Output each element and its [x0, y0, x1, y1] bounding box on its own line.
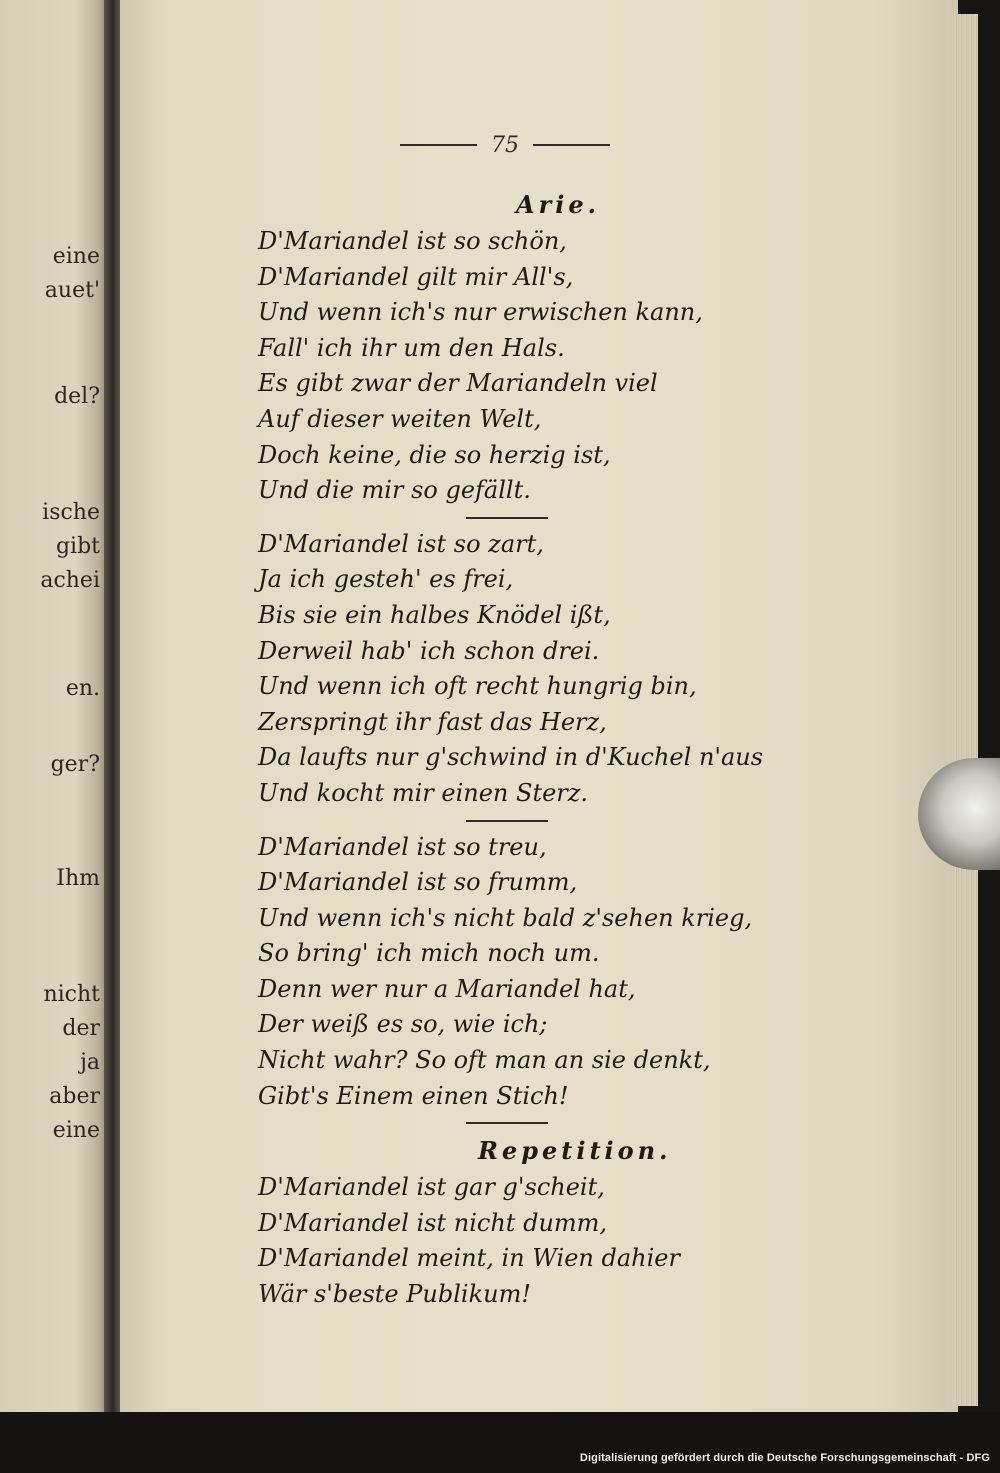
- left-page-fragments: [0, 0, 104, 1412]
- stanza-divider: [258, 1118, 818, 1132]
- stanza-divider: [258, 513, 818, 527]
- page-number: 75: [491, 132, 519, 158]
- poem-line: D'Mariandel ist so zart,: [258, 529, 544, 558]
- poem-line: Der weiß es so, wie ich;: [258, 1010, 548, 1039]
- poem-line: Es gibt zwar der Mariandeln viel: [258, 369, 658, 398]
- poem-heading: Arie.: [515, 190, 600, 219]
- poem-line: Wär s'beste Publikum!: [258, 1280, 531, 1309]
- poem-line: Und wenn ich oft recht hungrig bin,: [258, 672, 697, 701]
- left-page-fragment: eine: [52, 244, 100, 269]
- left-page-fragment: der: [62, 1016, 100, 1041]
- poem-line: D'Mariandel ist so frumm,: [258, 868, 578, 897]
- poem-line: Nicht wahr? So oft man an sie denkt,: [258, 1046, 711, 1075]
- poem-line: Gibt's Einem einen Stich!: [258, 1081, 569, 1110]
- left-page-fragment: Ihm: [56, 866, 100, 891]
- left-page-fragment: eine: [52, 1118, 100, 1143]
- poem-line: Und wenn ich's nicht bald z'sehen krieg,: [258, 903, 753, 932]
- page-header: [400, 128, 610, 162]
- left-page-fragment: nicht: [43, 982, 100, 1007]
- page-edges: [952, 14, 978, 1406]
- poem-line: D'Mariandel meint, in Wien dahier: [258, 1244, 680, 1273]
- repetition-stanza: [258, 1170, 818, 1312]
- poem-line: Bis sie ein halbes Knödel ißt,: [258, 600, 611, 629]
- poem-line: Auf dieser weiten Welt,: [258, 404, 542, 433]
- stanza-1: [258, 224, 818, 509]
- stanza-2: [258, 527, 818, 812]
- left-page-fragment: auet': [44, 278, 100, 303]
- poem-line: Doch keine, die so herzig ist,: [258, 440, 611, 469]
- left-page-fragment: achei: [40, 568, 100, 593]
- poem-line: D'Mariandel gilt mir All's,: [258, 262, 574, 291]
- poem: [258, 186, 818, 1317]
- repetition-heading: Repetition.: [478, 1136, 672, 1166]
- poem-line: Und wenn ich's nur erwischen kann,: [258, 298, 703, 327]
- left-page-fragment: en.: [65, 676, 100, 701]
- left-page-fragment: aber: [49, 1084, 100, 1109]
- footer-credit: Digitalisierung gefördert durch die Deutsche Forschungsgemeinschaft - DFG: [579, 1452, 990, 1464]
- stanza-divider: [258, 816, 818, 830]
- left-page-fragment: ger?: [50, 752, 100, 777]
- poem-line: Und kocht mir einen Sterz.: [258, 778, 589, 807]
- poem-line: Fall' ich ihr um den Hals.: [258, 333, 565, 362]
- poem-line: Da laufts nur g'schwind in d'Kuchel n'aus: [258, 743, 764, 772]
- poem-line: Zerspringt ihr fast das Herz,: [258, 707, 607, 736]
- header-rule-left: [400, 144, 477, 146]
- poem-line: Und die mir so gefällt.: [258, 476, 531, 505]
- poem-line: D'Mariandel ist so schön,: [258, 227, 567, 255]
- header-rule-right: [533, 144, 610, 146]
- stanza-3: [258, 830, 818, 1115]
- poem-line: D'Mariandel ist gar g'scheit,: [258, 1173, 605, 1202]
- poem-line: Derweil hab' ich schon drei.: [258, 636, 600, 665]
- poem-line: Ja ich gesteh' es frei,: [258, 565, 514, 594]
- left-page-fragment: del?: [54, 384, 100, 409]
- poem-line: Denn wer nur a Mariandel hat,: [258, 974, 636, 1003]
- poem-line: D'Mariandel ist nicht dumm,: [258, 1208, 608, 1237]
- left-page-fragment: ische: [42, 500, 100, 525]
- left-page-fragment: ja: [80, 1050, 100, 1075]
- poem-line: D'Mariandel ist so treu,: [258, 832, 547, 861]
- left-page-fragment: gibt: [55, 534, 100, 559]
- poem-line: So bring' ich mich noch um.: [258, 939, 600, 968]
